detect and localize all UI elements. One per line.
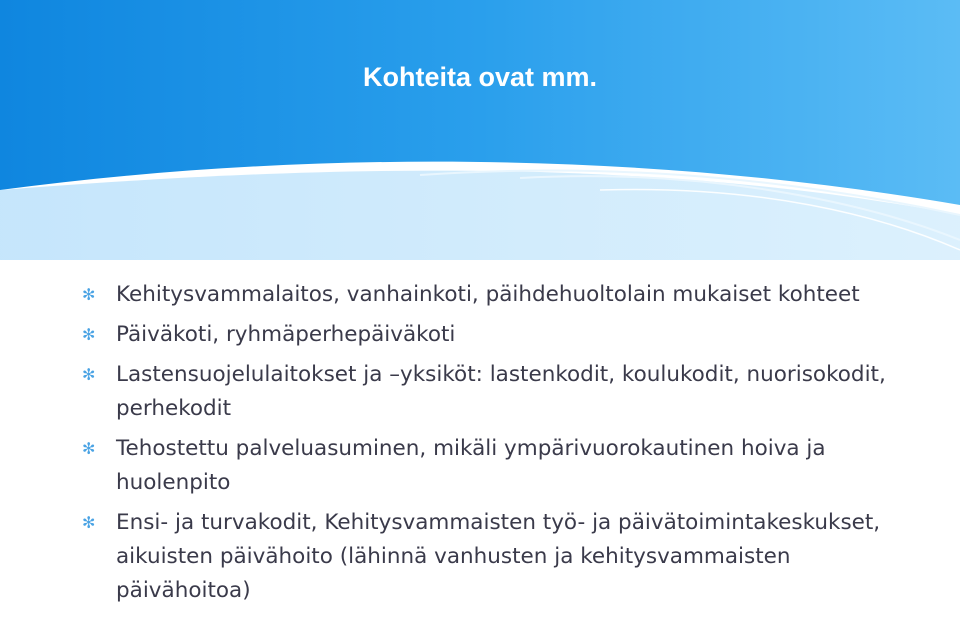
bullet-text: Kehitysvammalaitos, vanhainkoti, päihdehuoltolain mukaiset kohteet xyxy=(116,282,860,307)
asterisk-bullet-icon: ✻ xyxy=(82,325,96,344)
bullet-text: Ensi- ja turvakodit, Kehitysvammaisten työ- ja päivätoimintakeskukset, aikuisten päivähoito (lähinnä vanhusten ja kehitysvammaisten päivähoitoa) xyxy=(116,510,881,603)
header-banner xyxy=(0,0,960,260)
list-item xyxy=(80,506,910,608)
bullet-text: Päiväkoti, ryhmäperhepäiväkoti xyxy=(116,322,456,347)
asterisk-bullet-icon: ✻ xyxy=(82,439,96,458)
asterisk-bullet-icon: ✻ xyxy=(82,285,96,304)
list-item xyxy=(80,318,910,352)
list-item xyxy=(80,358,910,426)
list-item xyxy=(80,278,910,312)
bullet-text: Tehostettu palveluasuminen, mikäli ympärivuorokautinen hoiva ja huolenpito xyxy=(116,436,826,495)
asterisk-bullet-icon: ✻ xyxy=(82,365,96,384)
asterisk-bullet-icon: ✻ xyxy=(82,513,96,532)
slide-title: Kohteita ovat mm. xyxy=(362,62,598,92)
bullet-list xyxy=(80,278,910,614)
bullet-text: Lastensuojelulaitokset ja –yksiköt: lastenkodit, koulukodit, nuorisokodit, perhekodit xyxy=(116,362,886,421)
list-item xyxy=(80,432,910,500)
